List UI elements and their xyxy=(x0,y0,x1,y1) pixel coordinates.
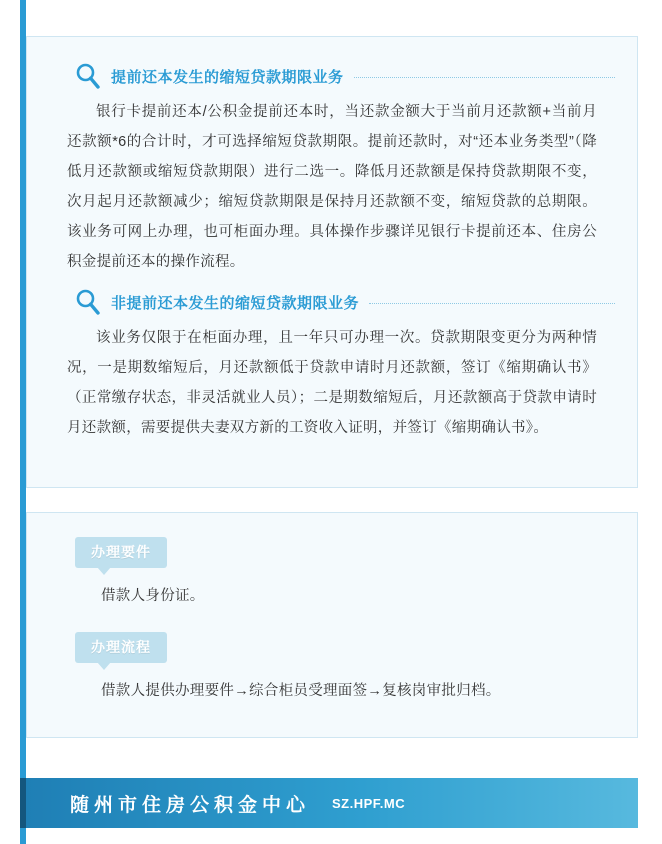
magnifier-icon xyxy=(73,61,103,91)
section-body-2: 该业务仅限于在柜面办理，且一年只可办理一次。贷款期限变更分为两种情况，一是期数缩短后，月还款额低于贷款申请时月还款额，签订《缩期确认书》（正常缴存状态，非灵活就业人员）；二是期数缩短后，月还款额高于贷款申请时月还款额，需要提供夫妻双方新的工资收入证明，并签订《缩期确认书》。 xyxy=(67,330,597,436)
section-heading-2 xyxy=(49,287,615,317)
section-title-2: 非提前还本发生的缩短贷款期限业务 xyxy=(111,294,360,312)
section-title-1: 提前还本发生的缩短贷款期限业务 xyxy=(111,68,344,86)
magnifier-icon xyxy=(73,287,103,317)
process-tag: 办理流程 xyxy=(75,632,167,663)
requirements-body: 借款人身份证。 xyxy=(101,588,205,604)
footer-org-code: SZ.HPF.MC xyxy=(332,795,406,811)
footer-org-name: 随州市住房公积金中心 xyxy=(70,794,311,816)
process-tag-wrap xyxy=(75,632,167,663)
requirements-tag-wrap xyxy=(75,537,167,568)
tag-arrow-icon xyxy=(97,567,111,575)
section-heading-1 xyxy=(49,61,615,91)
procedure-card xyxy=(26,512,638,738)
policy-card xyxy=(26,36,638,488)
section-body-1: 银行卡提前还本/公积金提前还本时，当还款金额大于当前月还款额+当前月还款额*6的合计时，才可选择缩短贷款期限。提前还款时，对“还本业务类型”（降低月还款额或缩短贷款期限）进行二选一。降低月还款额是保持贷款期限不变，次月起月还款额减少；缩短贷款期限是保持月还款额不变，缩短贷款的总期限。该业务可网上办理，也可柜面办理。具体操作步骤详见银行卡提前还本、住房公积金提前还本的操作流程。 xyxy=(67,104,597,270)
tag-arrow-icon xyxy=(97,662,111,670)
heading-dotted-divider-2 xyxy=(369,303,615,305)
process-body: 借款人提供办理要件→综合柜员受理面签→复核岗审批归档。 xyxy=(101,683,501,699)
requirements-tag: 办理要件 xyxy=(75,537,167,568)
footer-bar xyxy=(26,778,638,828)
heading-dotted-divider-1 xyxy=(354,77,615,79)
